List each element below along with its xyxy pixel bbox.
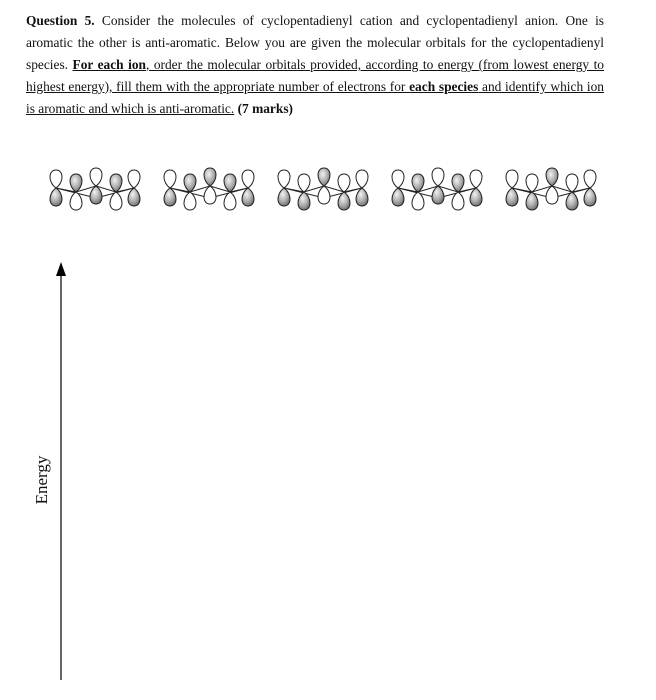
task-part-1: , order the molecular orbitals provided, according to energy (from lowest energy to highest energy), fill them with the appropriate number of electrons for bbox=[26, 57, 604, 94]
energy-axis-label: Energy bbox=[32, 455, 51, 505]
question-marks: (7 marks) bbox=[234, 101, 293, 116]
energy-axis-arrowhead bbox=[56, 262, 66, 276]
for-each-ion: For each ion bbox=[72, 57, 146, 72]
question-intro: Consider the molecules of cyclopentadienyl cation and cyclopentadienyl anion. One is aromatic the other is anti-aromatic. Below you are given the molecular orbitals for the cyclopentadienyl species. bbox=[26, 13, 604, 72]
task-part-2: and identify which ion is aromatic and which is anti-aromatic. bbox=[26, 79, 604, 116]
question-number: Question 5. bbox=[26, 13, 95, 28]
each-species: each species bbox=[409, 79, 479, 94]
